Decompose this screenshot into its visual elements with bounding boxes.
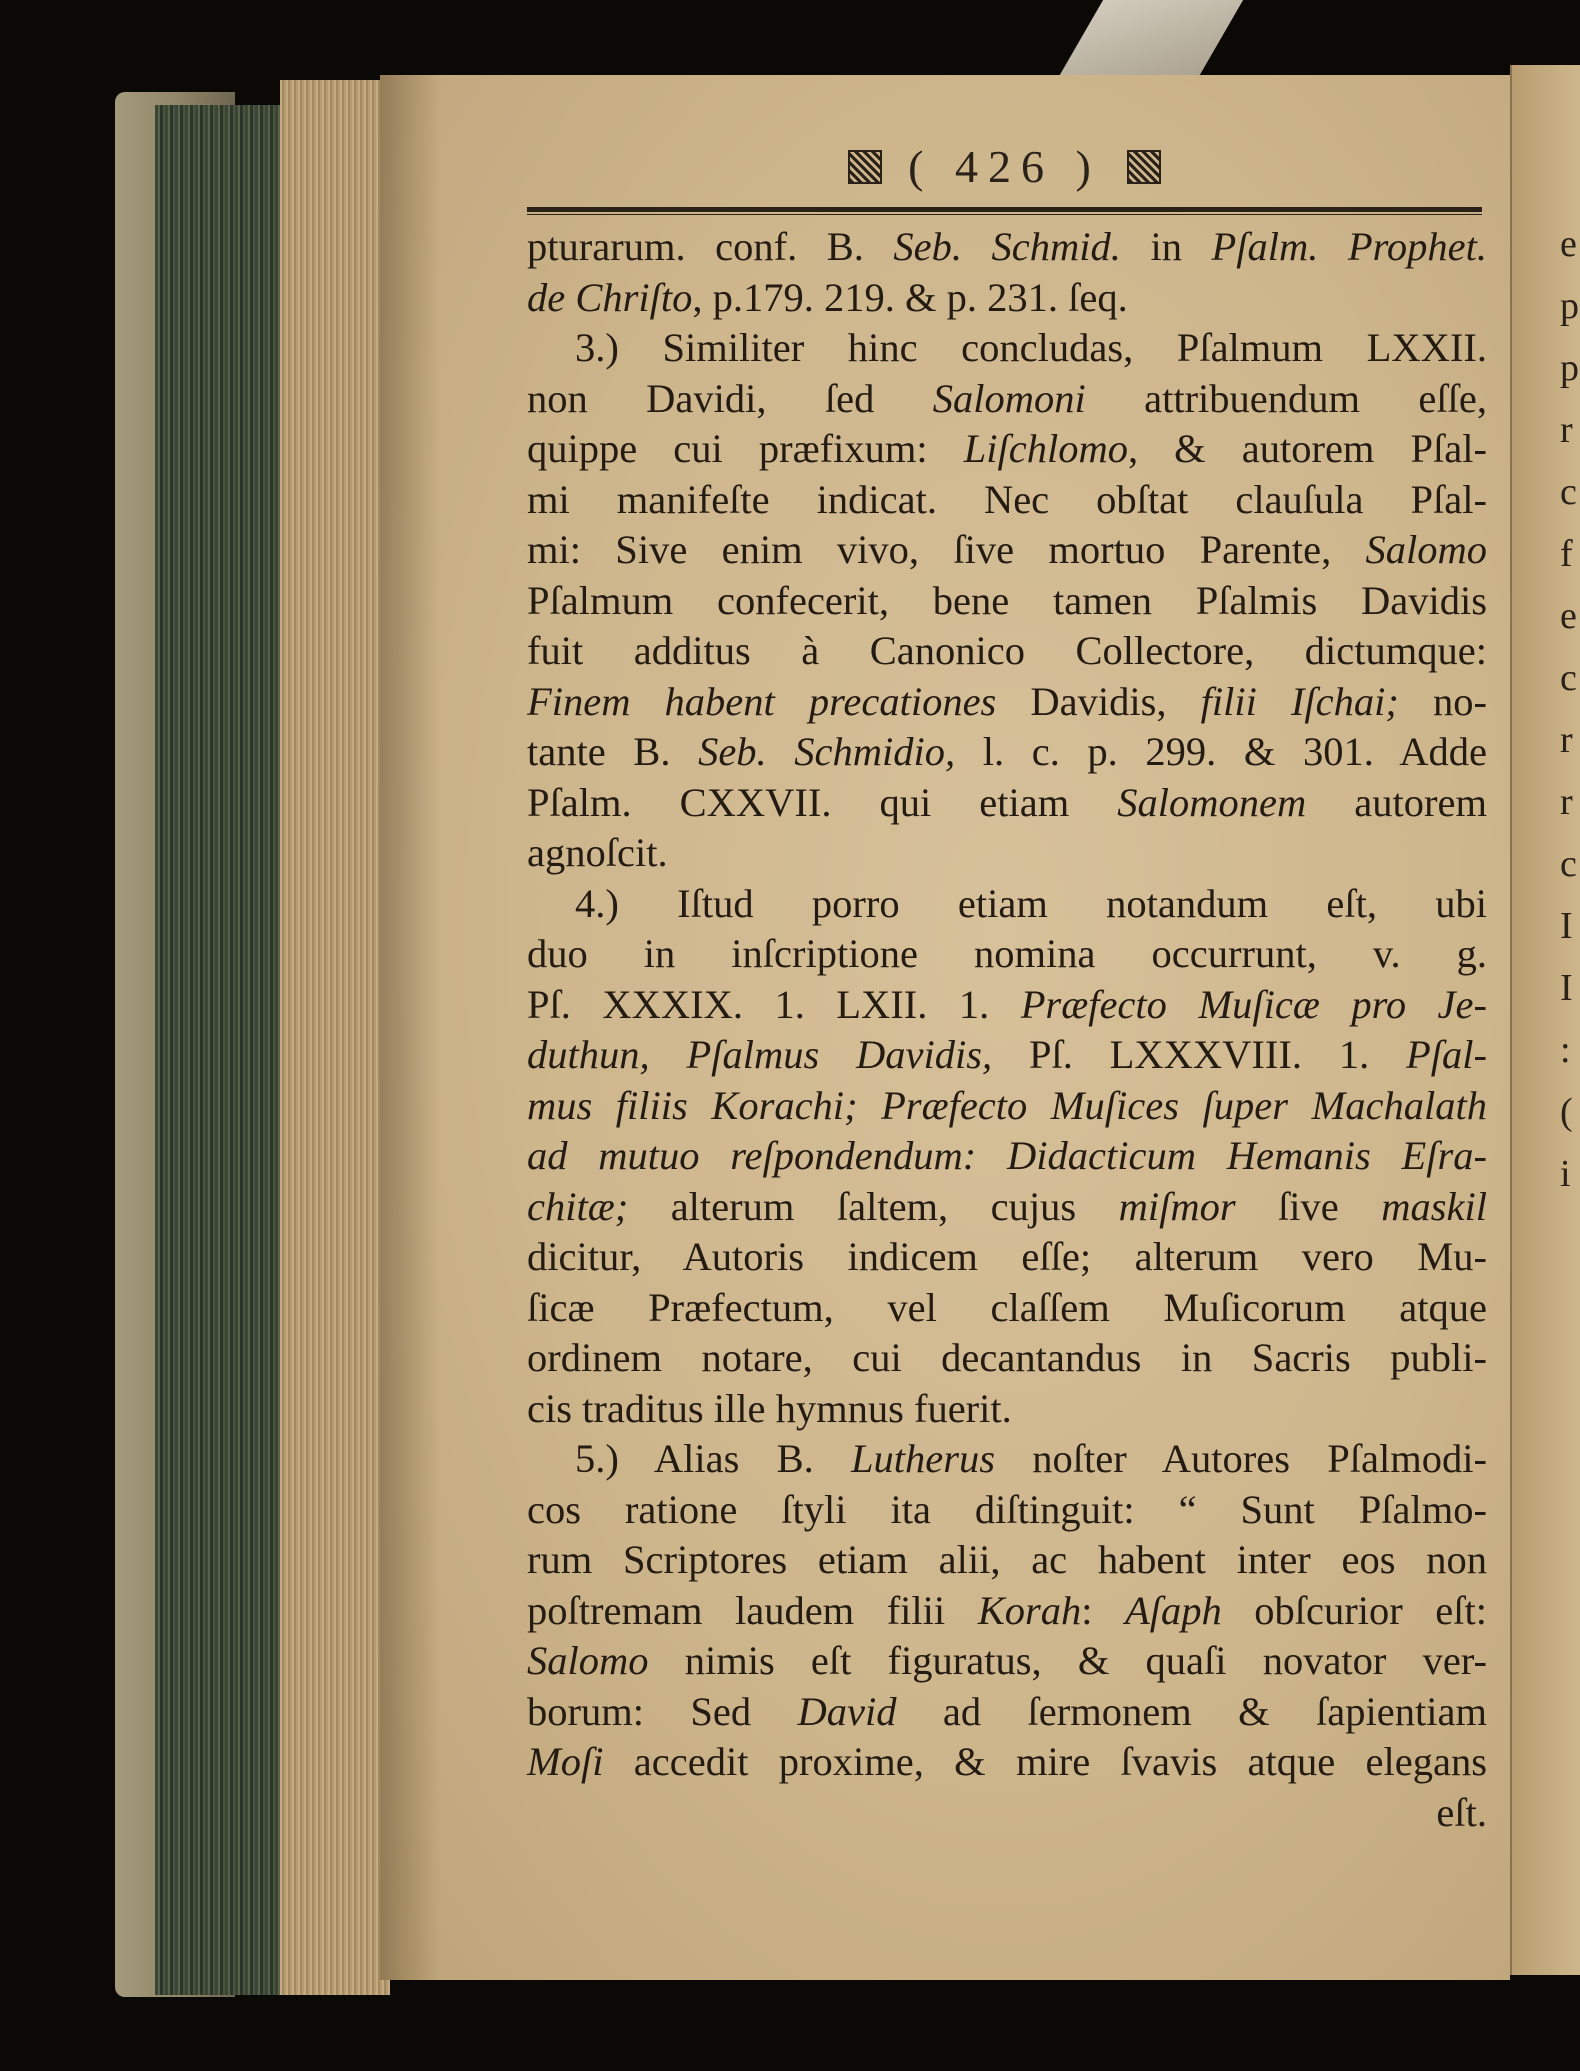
text-span: autorem xyxy=(1306,779,1487,825)
text-line xyxy=(527,1182,1487,1233)
text-line xyxy=(527,525,1487,576)
page-number: ( 426 ) xyxy=(908,141,1101,192)
text-line xyxy=(527,727,1487,778)
italic-text: Pſalm. Prophet. xyxy=(1211,224,1488,269)
facing-page-letter: e xyxy=(1560,595,1577,637)
italic-text: Finem habent precationes xyxy=(527,678,997,724)
text-span: mi: Sive enim vivo, ſive mortuo Parente, xyxy=(527,527,1366,572)
text-span: mi manifeſte indicat. Nec obſtat clauſula Pſal- xyxy=(527,476,1487,522)
text-span: l. c. p. 299. & 301. Adde xyxy=(955,729,1487,774)
text-span: obſcurior eſt: xyxy=(1221,1587,1488,1633)
text-span: , & autorem Pſal- xyxy=(1127,426,1487,471)
text-span: ſive xyxy=(1235,1183,1382,1229)
text-line xyxy=(527,778,1487,829)
italic-text: Aſaph xyxy=(1125,1587,1222,1633)
italic-text: mus filiis Korachi; Præfecto Muſices ſuper Machalath xyxy=(527,1082,1487,1128)
text-line xyxy=(527,222,1487,273)
facing-page-letter: I xyxy=(1560,905,1573,947)
text-span: cos ratione ſtyli ita diſtinguit: “ Sunt Pſalmo- xyxy=(527,1486,1487,1532)
italic-text: Korah xyxy=(977,1587,1082,1633)
text-span: noſter Autores Pſalmodi- xyxy=(995,1436,1487,1481)
text-line xyxy=(527,1636,1487,1687)
text-line xyxy=(527,828,1487,879)
text-span: borum: Sed xyxy=(527,1688,798,1734)
text-line xyxy=(527,1030,1487,1081)
text-span: Pſalmum confecerit, bene tamen Pſalmis Davidis xyxy=(527,577,1487,623)
text-span: dicitur, Autoris indicem eſſe; alterum vero Mu- xyxy=(527,1234,1487,1279)
text-span: duo in inſcriptione nomina occurrunt, v. g. xyxy=(527,931,1487,976)
italic-text: Salomonem xyxy=(1117,779,1307,825)
facing-page-letter: f xyxy=(1560,533,1573,575)
text-span: 5.) Alias B. xyxy=(575,1436,852,1481)
italic-text: Seb. Schmidio, xyxy=(698,729,956,774)
text-line xyxy=(527,879,1487,930)
italic-text: filii Iſchai; xyxy=(1200,678,1399,724)
facing-page-letter: r xyxy=(1560,409,1573,451)
text-line xyxy=(527,576,1487,627)
italic-text: duthun, Pſalmus Davidis, xyxy=(527,1032,993,1077)
text-span: alterum ſaltem, cujus xyxy=(628,1183,1119,1229)
text-line xyxy=(527,1333,1487,1384)
facing-page-letter: i xyxy=(1560,1153,1571,1195)
ornament-icon xyxy=(1127,150,1161,184)
italic-text: de Chriſto xyxy=(527,274,693,320)
text-line xyxy=(527,626,1487,677)
text-span: Pſ. XXXIX. 1. LXII. 1. xyxy=(527,981,1021,1027)
text-span: 3.) Similiter hinc concludas, Pſalmum LXXII. xyxy=(575,325,1487,370)
italic-text: ad mutuo reſpondendum: Didacticum Hemanis Eſra- xyxy=(527,1133,1487,1178)
text-span: fuit additus à Canonico Collectore, dictumque: xyxy=(527,628,1487,673)
facing-page-letter: c xyxy=(1560,657,1577,699)
text-line xyxy=(527,475,1487,526)
text-span: Pſalm. CXXVII. qui etiam xyxy=(527,779,1118,825)
text-line xyxy=(527,677,1487,728)
italic-text: David xyxy=(797,1688,897,1734)
text-span: accedit proxime, & mire ſvavis atque elegans xyxy=(603,1739,1487,1784)
text-span: eſt. xyxy=(1436,1789,1487,1835)
italic-text: Lutherus xyxy=(851,1436,996,1481)
facing-page-letter: : xyxy=(1560,1029,1571,1071)
italic-text: maskil xyxy=(1381,1183,1487,1229)
text-span: : xyxy=(1081,1587,1126,1633)
text-line xyxy=(527,1788,1487,1839)
text-span: nimis eſt figuratus, & quaſi novator ver- xyxy=(648,1638,1487,1683)
text-span: poſtremam laudem filii xyxy=(527,1587,978,1633)
text-span: Davidis, xyxy=(996,678,1201,724)
facing-page-letter: c xyxy=(1560,843,1577,885)
text-span: attribuendum eſſe, xyxy=(1085,375,1487,421)
text-span: tante B. xyxy=(527,729,699,774)
text-line xyxy=(527,980,1487,1031)
text-line xyxy=(527,929,1487,980)
text-line xyxy=(527,1737,1487,1788)
italic-text: Salomoni xyxy=(932,375,1086,421)
text-span: , p.179. 219. & p. 231. ſeq. xyxy=(692,274,1128,320)
italic-text: Liſchlomo xyxy=(963,426,1128,471)
text-span: pturarum. conf. B. xyxy=(527,224,894,269)
text-line xyxy=(527,1434,1487,1485)
facing-page-letter: p xyxy=(1560,347,1579,389)
text-line xyxy=(527,424,1487,475)
italic-text: miſmor xyxy=(1118,1183,1236,1229)
text-line xyxy=(527,1283,1487,1334)
italic-text: Præfecto Muſicæ pro Je- xyxy=(1020,981,1487,1027)
facing-page-edge xyxy=(1510,65,1580,1975)
text-line xyxy=(527,1131,1487,1182)
text-span: ordinem notare, cui decantandus in Sacris publi- xyxy=(527,1335,1487,1380)
italic-text: Salomo xyxy=(1365,527,1487,572)
text-span: no- xyxy=(1398,678,1487,724)
italic-text: chitæ; xyxy=(527,1183,629,1229)
text-line xyxy=(527,1081,1487,1132)
header-rule xyxy=(527,207,1482,212)
text-line xyxy=(527,1485,1487,1536)
text-line xyxy=(527,1384,1487,1435)
text-line xyxy=(527,1687,1487,1738)
text-span: rum Scriptores etiam alii, ac habent inter eos non xyxy=(527,1537,1487,1582)
facing-page-letter: p xyxy=(1560,285,1579,327)
ornament-icon xyxy=(848,150,882,184)
text-line xyxy=(527,273,1487,324)
text-span: agnoſcit. xyxy=(527,830,668,875)
text-span: ſicæ Præfectum, vel claſſem Muſicorum atque xyxy=(527,1284,1487,1330)
text-span: quippe cui præfixum: xyxy=(527,426,964,471)
facing-page-letter: c xyxy=(1560,471,1577,513)
facing-page-letter: I xyxy=(1560,967,1573,1009)
italic-text: Salomo xyxy=(527,1638,649,1683)
italic-text: Moſi xyxy=(527,1739,604,1784)
page-edges xyxy=(280,80,390,1995)
header-rule-thin xyxy=(527,214,1482,215)
text-span: cis traditus ille hymnus fuerit. xyxy=(527,1385,1012,1431)
italic-text: Pſal- xyxy=(1406,1032,1487,1077)
body-text xyxy=(527,222,1487,1838)
facing-page-letter: r xyxy=(1560,781,1573,823)
facing-page-letter: e xyxy=(1560,223,1577,265)
text-span: 4.) Iſtud porro etiam notandum eſt, ubi xyxy=(575,880,1487,926)
text-span: Pſ. LXXXVIII. 1. xyxy=(992,1032,1407,1077)
text-line xyxy=(527,323,1487,374)
text-line xyxy=(527,1535,1487,1586)
text-line xyxy=(527,374,1487,425)
text-line xyxy=(527,1232,1487,1283)
facing-page-letter: r xyxy=(1560,719,1573,761)
text-span: ad ſermonem & ſapientiam xyxy=(896,1688,1487,1734)
text-span: non Davidi, ſed xyxy=(527,375,933,421)
italic-text: Seb. Schmid. xyxy=(893,224,1121,269)
running-header xyxy=(527,140,1482,210)
text-span: in xyxy=(1120,224,1212,269)
text-line xyxy=(527,1586,1487,1637)
page-gutter-shadow xyxy=(380,75,440,1980)
facing-page-letter: ( xyxy=(1560,1091,1573,1133)
